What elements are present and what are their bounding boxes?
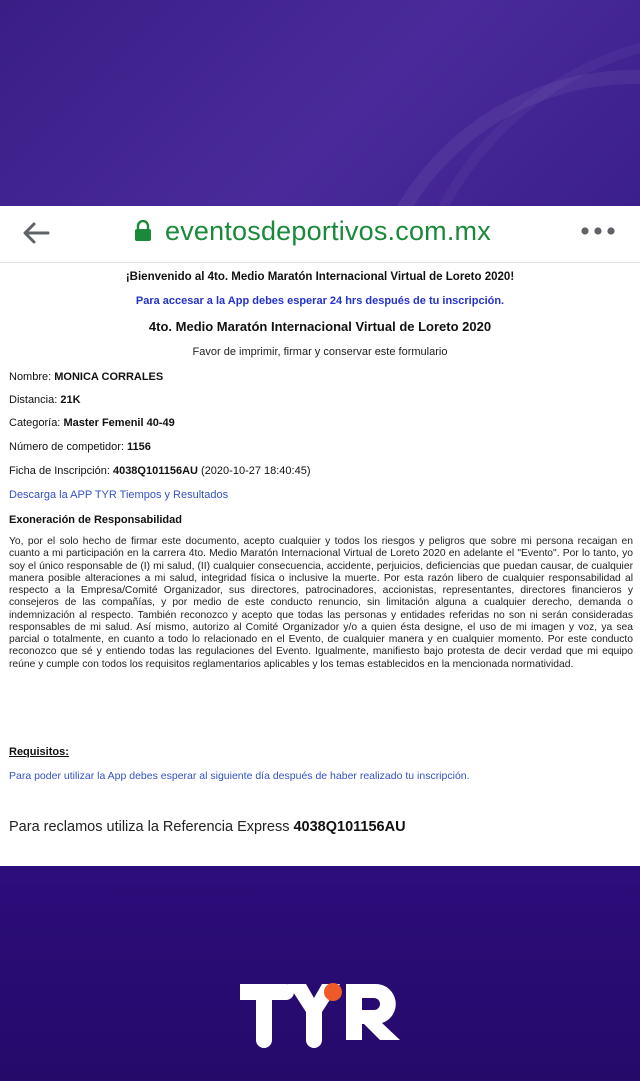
field-value: 1156: [127, 441, 151, 453]
back-arrow-icon[interactable]: [22, 221, 50, 245]
field-nombre: [9, 371, 163, 383]
tyr-logo-icon: [236, 978, 404, 1048]
field-label: Número de competidor:: [9, 441, 124, 453]
field-label: Distancia:: [9, 394, 58, 406]
claims-reference: [9, 819, 406, 835]
waiver-text: Yo, por el solo hecho de firmar este documento, acepto cualquier y todos los riesgos y peligros que sobre mi persona recaigan en cuanto a mi participación en la carrera 4to. Medio Maratón Internacional Virtual de Loreto 2020 en adelante el "Evento". Por lo tanto, yo soy el único responsable de (I) mi salud, (II) cualquier consecuencia, accidente, perjuicios, deficiencias que puedan causar, de cualquier manera posible alteraciones a mi salud, integridad física o inclusive la muerte. Por esta razón libero de cualquier responsabilidad al respecto a la Empresa/Comité Organizador, sus directores, patrocinadores, accionistas, representantes, directores financieros y consejeros de las compañías, y por medio de este conducto renuncio, sin limitación alguna a cualquier derecho, demanda o indemnización al respecto. También reconozco y acepto que todas las personas y entidades referidas no son ni serán consideradas responsables de mi salud. Así mismo, autorizo al Comité Organizador y/o a quien ésta designe, el uso de mi imagen y voz, ya sea parcial o totalmente, en cuanto a todo lo relacionado en el Evento, de cualquier manera y en cualquier momento. Por este conducto reconozco que sé y entiendo todas las regulaciones del Evento. Igualmente, manifiesto bajo protesta de decir verdad que mi equipo reúne y cumple con todos los requisitos reglamentarios aplicables y los temas establecidos en la mencionada normatividad.: [9, 536, 633, 670]
requirements-heading: Requisitos:: [9, 746, 69, 758]
header-background: [0, 0, 640, 206]
more-dots-icon[interactable]: [580, 226, 616, 236]
print-instructions: Favor de imprimir, firmar y conservar este formulario: [192, 346, 448, 358]
field-label: Categoría:: [9, 417, 61, 429]
waiver-heading: Exoneración de Responsabilidad: [9, 514, 182, 526]
field-distancia: [9, 394, 81, 406]
field-date: (2020-10-27 18:40:45): [201, 465, 311, 477]
footer-background: [0, 866, 640, 1081]
field-label: Ficha de Inscripción:: [9, 465, 110, 477]
requirements-text: Para poder utilizar la App debes esperar al siguiente día después de haber realizado tu inscripción.: [9, 770, 470, 782]
field-label: Nombre:: [9, 371, 52, 383]
field-categoria: [9, 417, 175, 429]
field-value: 4038Q101156AU: [112, 465, 198, 477]
field-value: MONICA CORRALES: [54, 371, 164, 383]
field-value: Master Femenil 40-49: [63, 417, 175, 429]
field-ficha: [9, 465, 311, 477]
app-download-link[interactable]: Descarga la APP TYR Tiempos y Resultados: [9, 489, 229, 501]
event-title: 4to. Medio Maratón Internacional Virtual de Loreto 2020: [148, 319, 492, 334]
access-note: Para accesar a la App debes esperar 24 hrs después de tu inscripción.: [135, 295, 505, 307]
url-text[interactable]: eventosdeportivos.com.mx: [165, 216, 491, 246]
browser-address-bar: [0, 206, 640, 263]
field-value: 21K: [60, 394, 81, 406]
claims-ref-code: 4038Q101156AU: [293, 819, 406, 835]
field-numero: [9, 441, 151, 453]
lock-icon: [134, 220, 152, 242]
registration-page: [0, 263, 640, 866]
claims-label: Para reclamos utiliza la Referencia Express: [9, 819, 290, 835]
welcome-heading: ¡Bienvenido al 4to. Medio Maratón Internacional Virtual de Loreto 2020!: [125, 271, 515, 283]
